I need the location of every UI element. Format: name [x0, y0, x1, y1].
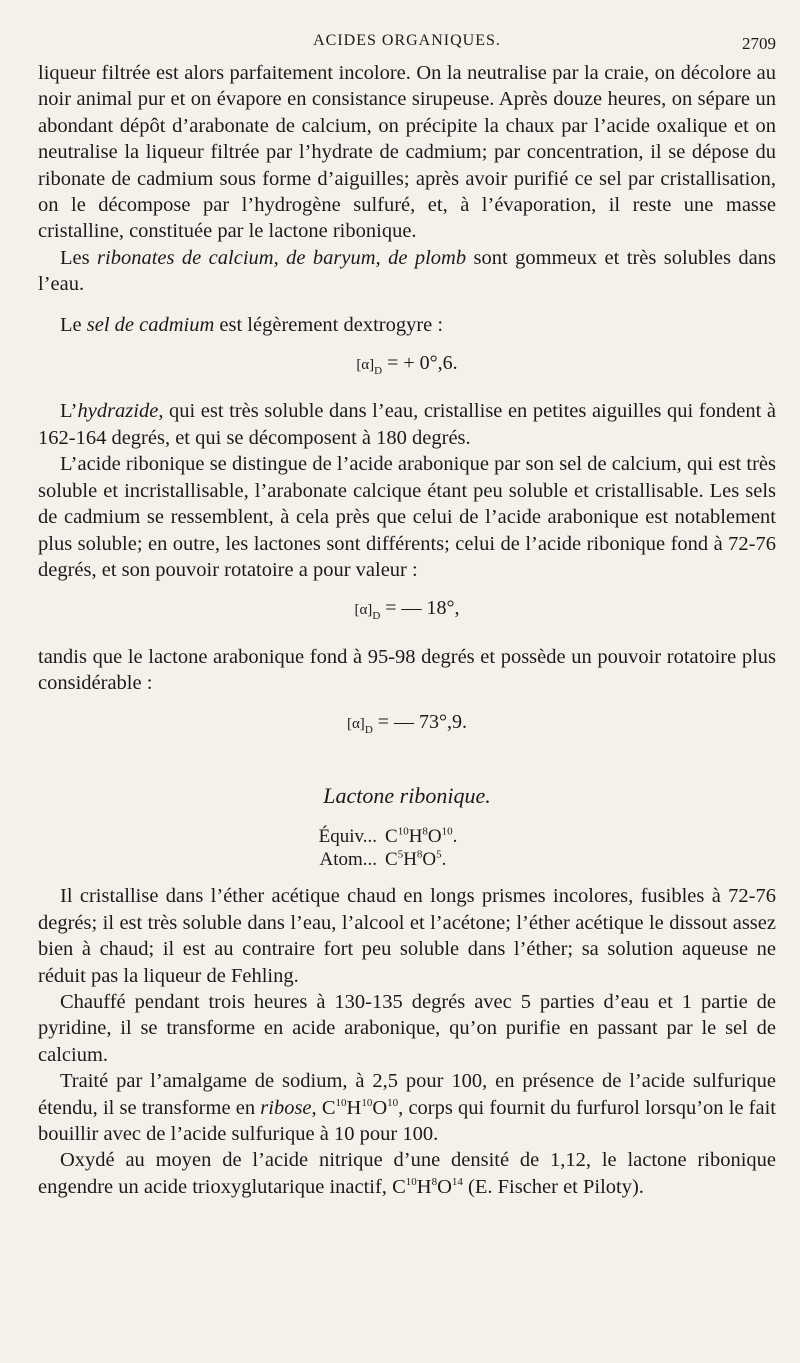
italic-term-cadmium-salt: sel de cadmium	[86, 313, 215, 336]
italic-term-ribonates: ribonates de calcium, de baryum, de plomb	[97, 246, 467, 269]
count-c: 5	[397, 849, 404, 862]
paragraph-heating: Chauffé pendant trois heures à 130-135 degrés avec 5 parties d’eau et 1 partie de pyridine, il se transforme en acide arabonique, qu’on purifie en passant par le sel de calcium.	[38, 990, 776, 1066]
page-number: 2709	[742, 34, 776, 53]
count-c: 10	[335, 1096, 347, 1109]
element-h: H	[403, 849, 417, 871]
text-lead: L’	[60, 400, 78, 423]
text-tail: est légèrement dextrogyre :	[214, 313, 444, 336]
count-c: 10	[397, 826, 409, 839]
running-title: ACIDES ORGANIQUES.	[313, 32, 501, 49]
count-o: 5	[436, 849, 442, 862]
running-head	[38, 30, 776, 60]
paragraph-cadmium-salt	[38, 312, 776, 338]
count-o: 10	[441, 826, 453, 839]
element-o: O	[422, 849, 437, 871]
formula-block	[287, 825, 527, 871]
count-h: 8	[431, 1175, 438, 1188]
element-o: O	[372, 1096, 388, 1119]
formula-value: = — 73°,9.	[372, 710, 468, 733]
text-tail: sont gommeux et très solubles dans l’eau.	[38, 246, 776, 296]
paragraph-reduction	[38, 1068, 776, 1147]
equiv-formula	[385, 825, 457, 848]
equiv-row	[287, 825, 527, 848]
element-c: C	[385, 826, 398, 848]
formula-rotation-ribonic-lactone	[38, 595, 776, 629]
alpha-subscript: D	[372, 610, 381, 623]
formula-value: = + 0°,6.	[382, 352, 458, 375]
text-tail: , qui est très soluble dans l’eau, cristallise en petites aiguilles qui fondent à 162-164 degrés, et qui se décomposent à 180 degrés.	[38, 400, 776, 449]
count-o: 14	[451, 1175, 463, 1188]
alpha-symbol: [α]	[346, 715, 365, 732]
element-h: H	[416, 1175, 432, 1198]
paragraph-distinction: L’acide ribonique se distingue de l’acide arabonique par son sel de calcium, qui est très soluble et incristallisable, l’arabonate calcique étant peu soluble et cristallisable. Les sels de cadmium se ressemblent, à cela près que celui de l’acide arabonique est notablement plus soluble; en outre, les lactones sont différents; celui de l’acide ribonique fond à 72-76 degrés, et son pouvoir rotatoire a pour valeur :	[38, 453, 776, 581]
element-c: C	[392, 1175, 406, 1198]
atom-formula	[385, 848, 446, 871]
italic-term-hydrazide: hydrazide	[77, 400, 159, 423]
body-text	[38, 60, 776, 1200]
count-h: 8	[422, 826, 428, 839]
formula-end: .	[452, 826, 458, 848]
formula-value: = — 18°,	[380, 597, 460, 620]
alpha-subscript: D	[374, 365, 383, 378]
element-h: H	[408, 826, 423, 848]
element-h: H	[346, 1096, 362, 1119]
paragraph-arabonic-lactone: tandis que le lactone arabonique fond à 95-98 degrés et possède un pouvoir rotatoire plus considérable :	[38, 645, 776, 695]
text-tail: , corps qui fournit du furfurol lorsqu’on le fait bouillir avec de l’acide sulfurique à 10 pour 100.	[38, 1096, 777, 1145]
count-h: 10	[361, 1096, 373, 1109]
element-o: O	[437, 1175, 452, 1198]
formula-rotation-cadmium	[38, 350, 776, 384]
paragraph-oxidation	[38, 1147, 776, 1200]
text-lead: Oxydé au moyen de l’acide nitrique d’une densité de 1,12, le lactone ribonique engendre un acide trioxyglutarique inactif,	[38, 1149, 776, 1198]
paragraph-crystallisation: Il cristallise dans l’éther acétique chaud en longs prismes incolores, fusibles à 72-76 degrés; il est très soluble dans l’eau, l’alcool et l’acétone; l’éther acétique le dissout assez bien à chaud; il est au contraire fort peu soluble dans l’éther; sa solution aqueuse ne réduit pas la liqueur de Fehling.	[38, 885, 776, 987]
alpha-symbol: [α]	[354, 602, 373, 619]
element-c: C	[385, 849, 398, 871]
alpha-symbol: [α]	[356, 357, 375, 374]
formula-end: .	[441, 849, 447, 871]
count-o: 10	[387, 1096, 399, 1109]
count-h: 8	[416, 849, 423, 862]
text-lead: Le	[60, 313, 87, 336]
formula-rotation-arabonic-lactone	[38, 709, 776, 743]
section-title: Lactone ribonique.	[323, 782, 491, 808]
atom-label: Atom...	[319, 849, 377, 871]
italic-term-ribose: ribose	[260, 1096, 312, 1119]
comma: ,	[311, 1096, 322, 1119]
count-c: 10	[405, 1175, 417, 1188]
paragraph-ribonates	[38, 245, 776, 298]
paragraph-preparation-end: liqueur filtrée est alors parfaitement incolore. On la neutralise par la craie, on décolore au noir animal pur et on évapore en consistance sirupeuse. Après douze heures, on sépare un abondant dépôt d’arabonate de calcium, on précipite la chaux par l’acide oxalique et on neutralise la liqueur filtrée par l’hydrate de cadmium; par concentration, il se dépose du ribonate de cadmium sous forme d’aiguilles; après avoir purifié ce sel par cristallisation, on le décompose par l’hydrogène sulfuré, et, à l’évaporation, il reste une masse cristalline, constituée par le lactone ribonique.	[38, 62, 776, 243]
element-c: C	[321, 1096, 336, 1119]
paragraph-hydrazide	[38, 398, 776, 451]
text-tail: (E. Fischer et Piloty).	[462, 1175, 644, 1198]
equiv-label: Équiv...	[318, 826, 377, 848]
atom-row	[287, 848, 527, 871]
text-lead: Les	[60, 246, 98, 269]
element-o: O	[427, 826, 442, 848]
text-lead: Traité par l’amalgame de sodium, à 2,5 pour 100, en présence de l’acide sulfurique étendu, il se transforme en	[38, 1070, 776, 1119]
alpha-subscript: D	[364, 723, 373, 736]
